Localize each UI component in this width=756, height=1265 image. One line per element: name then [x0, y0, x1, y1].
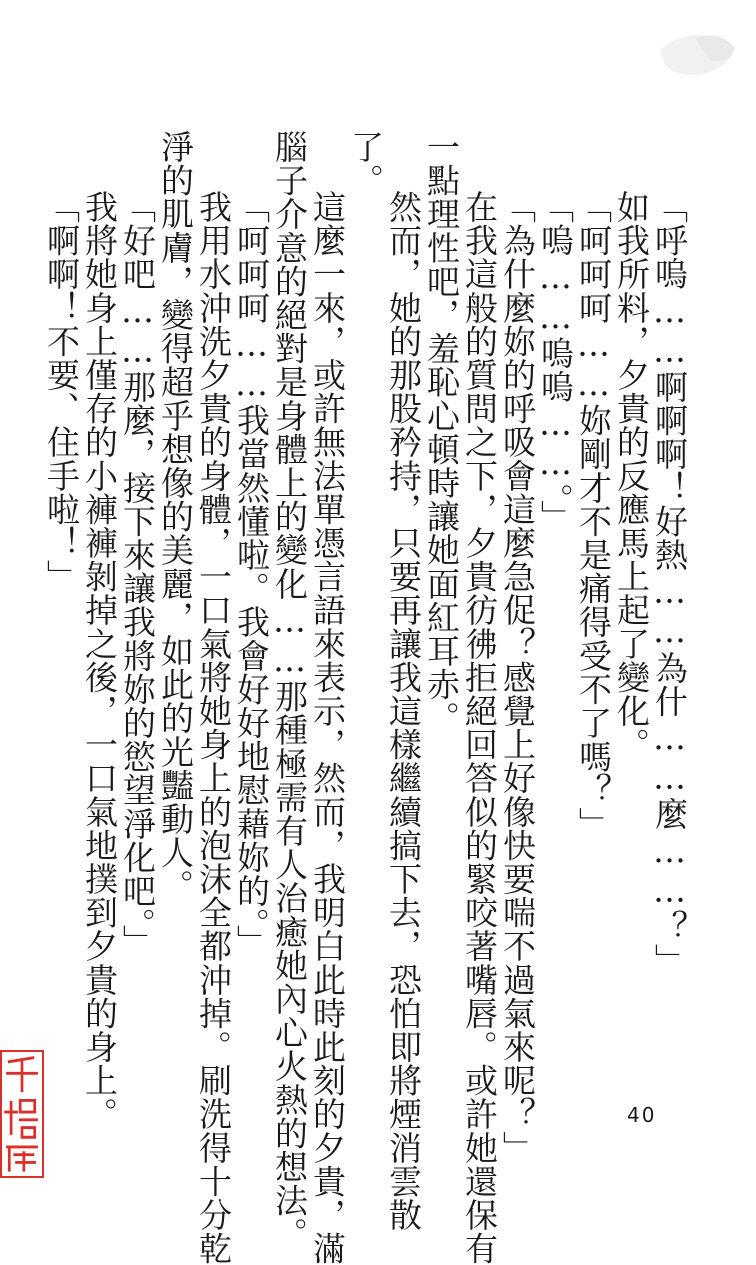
- text-column-7: 一點理性吧，羞恥心頓時讓她面紅耳赤。: [422, 130, 461, 735]
- text-column-13: 我用水沖洗夕貴的身體，一口氣將她身上的泡沫全都沖掉。刷洗得十分乾: [194, 190, 233, 1265]
- text-column-17: 「啊啊！不要、住手啦！」: [42, 190, 81, 594]
- scan-smudge: [640, 20, 750, 90]
- text-column-10: 這麼一來，或許無法單憑言語來表示，然而，我明白此時此刻的夕貴，滿: [308, 190, 347, 1265]
- text-column-12: 「呵呵呵……我當然懂啦。我會好好地慰藉妳的。」: [232, 190, 271, 959]
- page-number: 40: [627, 1103, 657, 1127]
- text-column-15: 「好吧……那麼，接下來讓我將妳的慾望淨化吧。」: [118, 190, 157, 959]
- text-column-9: 了。: [346, 130, 385, 198]
- text-column-11: 腦子介意的絕對是身體上的變化……那種極需有人治癒她內心火熱的想法。: [270, 130, 309, 1251]
- publisher-seal-icon: [0, 1050, 44, 1178]
- text-column-5: 「為什麼妳的呼吸會這麼急促？感覺上好像快要喘不過氣來呢？」: [498, 190, 537, 1165]
- text-column-16: 我將她身上僅存的小褲褲剝掉之後，一口氣地撲到夕貴的身上。: [80, 190, 119, 1131]
- text-column-4: 「嗚……嗚嗚……。」: [536, 190, 575, 534]
- text-column-14: 淨的肌膚，變得超乎想像的美麗，如此的光豔動人。: [156, 130, 195, 903]
- text-column-3: 「呵呵呵……妳剛才不是痛得受不了嗎？」: [574, 190, 613, 841]
- text-column-8: 然而，她的那股矜持，只要再讓我這樣繼續搞下去，恐怕即將煙消雲散: [384, 190, 423, 1232]
- text-column-1: 「呼嗚……啊啊啊！好熱……為什……麼……？」: [650, 190, 689, 978]
- text-column-2: 如我所料，夕貴的反應馬上起了變化。: [612, 190, 651, 762]
- text-column-6: 在我這般的質問之下，夕貴彷彿拒絕回答似的緊咬著嘴唇。或許她還保有: [460, 190, 499, 1265]
